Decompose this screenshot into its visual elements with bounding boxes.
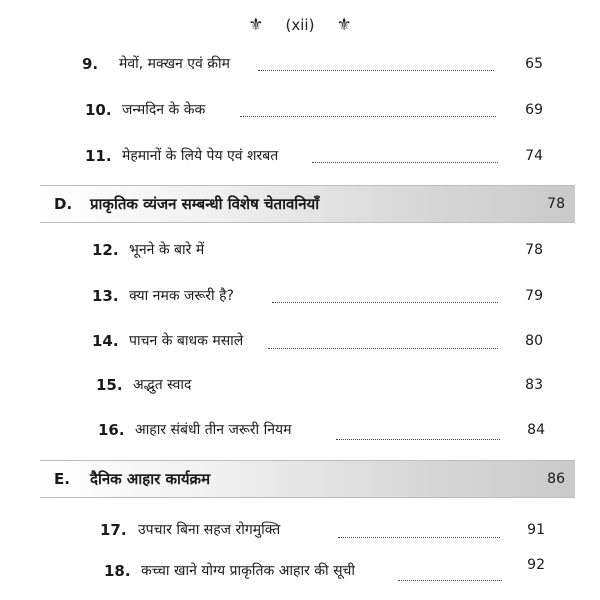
entry-title: अद्भुत स्वाद	[133, 377, 192, 393]
dot-leader	[336, 439, 500, 440]
entry-number: 12.	[92, 241, 119, 259]
section-heading-e	[40, 460, 575, 498]
dot-leader	[312, 162, 498, 163]
entry-page: 92	[527, 557, 545, 573]
entry-number: 11.	[85, 147, 112, 165]
entry-title: भूनने के बारे में	[129, 242, 205, 258]
entry-page: 78	[525, 242, 543, 258]
toc-entry	[0, 141, 600, 171]
page-header	[0, 12, 600, 38]
section-title: दैनिक आहार कार्यक्रम	[90, 470, 211, 488]
section-letter: D.	[54, 195, 73, 213]
toc-entry	[0, 515, 600, 545]
section-heading-d	[40, 185, 575, 223]
dot-leader	[338, 537, 500, 538]
entry-number: 15.	[96, 376, 123, 394]
toc-entry	[0, 49, 600, 79]
entry-number: 13.	[92, 287, 119, 305]
entry-title: जन्मदिन के केक	[122, 102, 206, 118]
fleur-de-lis-icon: ⚜	[336, 14, 352, 35]
entry-number: 16.	[98, 421, 125, 439]
entry-title: उपचार बिना सहज रोगमुक्ति	[138, 522, 281, 538]
entry-page: 83	[525, 377, 543, 393]
entry-page: 80	[525, 333, 543, 349]
entry-page: 69	[525, 102, 543, 118]
toc-entry	[0, 415, 600, 445]
toc-entry	[0, 370, 600, 400]
entry-page: 74	[525, 148, 543, 164]
fleur-de-lis-icon: ⚜	[248, 14, 264, 35]
entry-page: 79	[525, 288, 543, 304]
toc-entry	[0, 95, 600, 125]
toc-entry	[0, 326, 600, 356]
entry-title: आहार संबंधी तीन जरूरी नियम	[135, 422, 292, 438]
entry-title: क्या नमक जरूरी है?	[129, 288, 234, 304]
page-number: (xii)	[285, 16, 315, 34]
dot-leader	[240, 116, 496, 117]
section-title: प्राकृतिक व्यंजन सम्बन्धी विशेष चेतावनियाँ	[90, 195, 320, 213]
entry-title: पाचन के बाधक मसाले	[129, 333, 244, 349]
entry-number: 14.	[92, 332, 119, 350]
section-letter: E.	[54, 470, 70, 488]
entry-number: 18.	[104, 562, 131, 580]
dot-leader	[398, 580, 502, 581]
dot-leader	[272, 302, 498, 303]
toc-entry	[0, 235, 600, 265]
toc-entry	[0, 556, 600, 586]
entry-number: 10.	[85, 101, 112, 119]
entry-page: 84	[527, 422, 545, 438]
entry-title: मेहमानों के लिये पेय एवं शरबत	[122, 148, 279, 164]
entry-page: 91	[527, 522, 545, 538]
dot-leader	[258, 70, 494, 71]
section-page: 78	[547, 196, 565, 212]
entry-title: कच्चा खाने योग्य प्राकृतिक आहार की सूची	[141, 563, 356, 579]
entry-page: 65	[525, 56, 543, 72]
entry-number: 9.	[82, 55, 99, 73]
dot-leader	[268, 348, 498, 349]
entry-number: 17.	[100, 521, 127, 539]
toc-entry	[0, 281, 600, 311]
entry-title: मेवों, मक्खन एवं क्रीम	[119, 56, 230, 72]
section-page: 86	[547, 471, 565, 487]
